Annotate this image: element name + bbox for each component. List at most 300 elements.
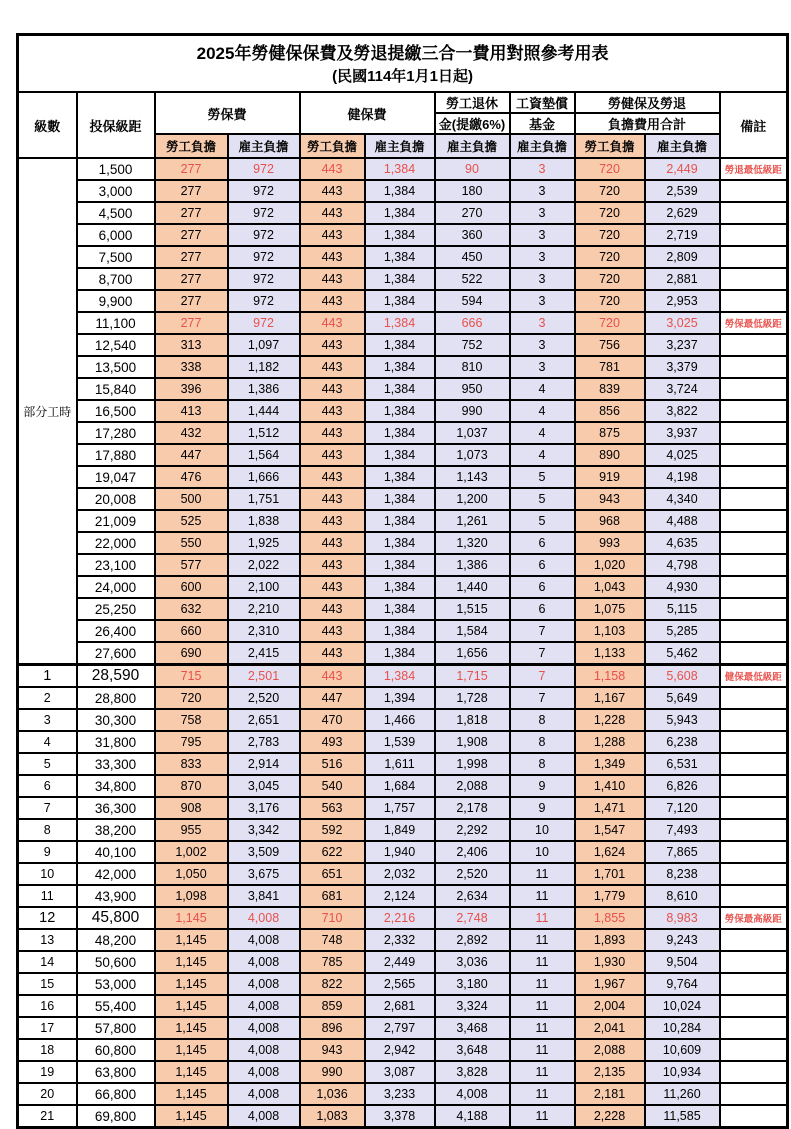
value-cell: 11: [510, 863, 575, 885]
bracket-cell: 30,300: [77, 709, 155, 731]
value-cell: 1,893: [575, 929, 645, 951]
value-cell: 4,008: [228, 1083, 300, 1105]
value-cell: 4,008: [228, 1017, 300, 1039]
value-cell: 11,585: [645, 1105, 720, 1128]
value-cell: 9,764: [645, 973, 720, 995]
value-cell: 277: [155, 180, 228, 202]
value-cell: 3: [510, 158, 575, 180]
bracket-cell: 28,800: [77, 687, 155, 709]
value-cell: 720: [575, 180, 645, 202]
value-cell: 11: [510, 995, 575, 1017]
value-cell: 600: [155, 576, 228, 598]
value-cell: 11: [510, 973, 575, 995]
value-cell: 3,724: [645, 378, 720, 400]
value-cell: 8,610: [645, 885, 720, 907]
value-cell: 1,384: [365, 554, 435, 576]
value-cell: 592: [300, 819, 365, 841]
value-cell: 1,384: [365, 246, 435, 268]
bracket-cell: 69,800: [77, 1105, 155, 1128]
table-row: [18, 907, 788, 929]
value-cell: 990: [300, 1061, 365, 1083]
bracket-cell: 43,900: [77, 885, 155, 907]
remark-cell: [720, 863, 788, 885]
value-cell: 972: [228, 158, 300, 180]
remark-cell: [720, 444, 788, 466]
table-row: [18, 929, 788, 951]
value-cell: 10,024: [645, 995, 720, 1017]
remark-cell: [720, 819, 788, 841]
remark-cell: [720, 356, 788, 378]
value-cell: 2,415: [228, 642, 300, 665]
value-cell: 4: [510, 378, 575, 400]
value-cell: 1,158: [575, 665, 645, 688]
value-cell: 651: [300, 863, 365, 885]
value-cell: 870: [155, 775, 228, 797]
bracket-cell: 15,840: [77, 378, 155, 400]
value-cell: 1,384: [365, 576, 435, 598]
header-row-1: [18, 92, 788, 113]
value-cell: 972: [228, 312, 300, 334]
value-cell: 2,520: [228, 687, 300, 709]
table-row: [18, 180, 788, 202]
table-row: [18, 665, 788, 688]
value-cell: 10: [510, 841, 575, 863]
value-cell: 3,036: [435, 951, 510, 973]
remark-cell: [720, 1061, 788, 1083]
bracket-cell: 22,000: [77, 532, 155, 554]
table-row: [18, 995, 788, 1017]
value-cell: 2,332: [365, 929, 435, 951]
level-cell: 13: [18, 929, 77, 951]
value-cell: 577: [155, 554, 228, 576]
subheader-total-employer: 雇主負擔: [645, 134, 720, 158]
value-cell: 443: [300, 356, 365, 378]
value-cell: 6,531: [645, 753, 720, 775]
value-cell: 4,025: [645, 444, 720, 466]
bracket-cell: 55,400: [77, 995, 155, 1017]
bracket-cell: 8,700: [77, 268, 155, 290]
value-cell: 11: [510, 1061, 575, 1083]
value-cell: 856: [575, 400, 645, 422]
value-cell: 1,050: [155, 863, 228, 885]
value-cell: 443: [300, 246, 365, 268]
value-cell: 6: [510, 598, 575, 620]
value-cell: 972: [228, 180, 300, 202]
value-cell: 896: [300, 1017, 365, 1039]
value-cell: 1,384: [365, 202, 435, 224]
bracket-cell: 17,880: [77, 444, 155, 466]
value-cell: 525: [155, 510, 228, 532]
value-cell: 6,238: [645, 731, 720, 753]
value-cell: 443: [300, 158, 365, 180]
remark-cell: [720, 510, 788, 532]
value-cell: 443: [300, 532, 365, 554]
value-cell: 3,675: [228, 863, 300, 885]
value-cell: 9,243: [645, 929, 720, 951]
value-cell: 500: [155, 488, 228, 510]
value-cell: 781: [575, 356, 645, 378]
level-cell: 17: [18, 1017, 77, 1039]
col-header-wage-fund-line2: 基金: [510, 113, 575, 134]
table-row: [18, 312, 788, 334]
value-cell: 1,611: [365, 753, 435, 775]
value-cell: 1,855: [575, 907, 645, 929]
value-cell: 11: [510, 1017, 575, 1039]
value-cell: 5: [510, 466, 575, 488]
bracket-cell: 53,000: [77, 973, 155, 995]
bracket-cell: 20,008: [77, 488, 155, 510]
remark-cell: 勞保最高級距: [720, 907, 788, 929]
value-cell: 11: [510, 907, 575, 929]
value-cell: 1,098: [155, 885, 228, 907]
table-row: [18, 687, 788, 709]
bracket-cell: 38,200: [77, 819, 155, 841]
remark-cell: [720, 576, 788, 598]
remark-cell: [720, 1105, 788, 1128]
table-row: [18, 841, 788, 863]
table-row: [18, 554, 788, 576]
value-cell: 1,145: [155, 907, 228, 929]
col-header-total-line1: 勞健保及勞退: [575, 92, 720, 113]
value-cell: 443: [300, 576, 365, 598]
value-cell: 972: [228, 268, 300, 290]
value-cell: 1,020: [575, 554, 645, 576]
value-cell: 4,008: [435, 1083, 510, 1105]
value-cell: 413: [155, 400, 228, 422]
value-cell: 1,394: [365, 687, 435, 709]
subheader-total-employee: 勞工負擔: [575, 134, 645, 158]
value-cell: 720: [155, 687, 228, 709]
value-cell: 522: [435, 268, 510, 290]
subheader-wage-fund-employer: 雇主負擔: [510, 134, 575, 158]
value-cell: 1,145: [155, 1039, 228, 1061]
value-cell: 7: [510, 665, 575, 688]
table-row: [18, 224, 788, 246]
subheader-pension-employer: 雇主負擔: [435, 134, 510, 158]
bracket-cell: 13,500: [77, 356, 155, 378]
value-cell: 2,210: [228, 598, 300, 620]
value-cell: 1,584: [435, 620, 510, 642]
bracket-cell: 26,400: [77, 620, 155, 642]
value-cell: 1,624: [575, 841, 645, 863]
value-cell: 720: [575, 224, 645, 246]
value-cell: 1,384: [365, 334, 435, 356]
value-cell: 660: [155, 620, 228, 642]
value-cell: 7,865: [645, 841, 720, 863]
value-cell: 1,684: [365, 775, 435, 797]
remark-cell: [720, 687, 788, 709]
value-cell: 3,509: [228, 841, 300, 863]
value-cell: 2,292: [435, 819, 510, 841]
value-cell: 3,087: [365, 1061, 435, 1083]
value-cell: 2,124: [365, 885, 435, 907]
table-row: [18, 775, 788, 797]
value-cell: 2,520: [435, 863, 510, 885]
value-cell: 2,004: [575, 995, 645, 1017]
bracket-cell: 4,500: [77, 202, 155, 224]
value-cell: 622: [300, 841, 365, 863]
value-cell: 3,822: [645, 400, 720, 422]
value-cell: 8: [510, 731, 575, 753]
value-cell: 720: [575, 290, 645, 312]
value-cell: 277: [155, 312, 228, 334]
value-cell: 4,340: [645, 488, 720, 510]
value-cell: 3: [510, 268, 575, 290]
value-cell: 6: [510, 532, 575, 554]
value-cell: 4,008: [228, 1061, 300, 1083]
level-cell: 3: [18, 709, 77, 731]
value-cell: 1,002: [155, 841, 228, 863]
remark-cell: [720, 532, 788, 554]
col-header-remark: 備註: [720, 92, 788, 158]
value-cell: 919: [575, 466, 645, 488]
value-cell: 1,349: [575, 753, 645, 775]
value-cell: 2,310: [228, 620, 300, 642]
value-cell: 1,167: [575, 687, 645, 709]
table-row: [18, 797, 788, 819]
value-cell: 1,384: [365, 400, 435, 422]
bracket-cell: 40,100: [77, 841, 155, 863]
value-cell: 990: [435, 400, 510, 422]
level-cell: 1: [18, 665, 77, 688]
value-cell: 443: [300, 642, 365, 665]
value-cell: 7: [510, 620, 575, 642]
value-cell: 1,097: [228, 334, 300, 356]
value-cell: 4,008: [228, 973, 300, 995]
value-cell: 1,930: [575, 951, 645, 973]
value-cell: 1,200: [435, 488, 510, 510]
value-cell: 3,025: [645, 312, 720, 334]
value-cell: 720: [575, 158, 645, 180]
value-cell: 432: [155, 422, 228, 444]
col-header-pension-line1: 勞工退休: [435, 92, 510, 113]
value-cell: 1,384: [365, 620, 435, 642]
remark-cell: 勞保最低級距: [720, 312, 788, 334]
bracket-cell: 9,900: [77, 290, 155, 312]
value-cell: 2,914: [228, 753, 300, 775]
value-cell: 3: [510, 334, 575, 356]
value-cell: 3,324: [435, 995, 510, 1017]
level-cell: 20: [18, 1083, 77, 1105]
value-cell: 10: [510, 819, 575, 841]
remark-cell: [720, 554, 788, 576]
value-cell: 1,145: [155, 1083, 228, 1105]
value-cell: 1,384: [365, 488, 435, 510]
value-cell: 972: [228, 202, 300, 224]
value-cell: 2,178: [435, 797, 510, 819]
value-cell: 3,045: [228, 775, 300, 797]
value-cell: 1,715: [435, 665, 510, 688]
table-row: [18, 488, 788, 510]
table-row: [18, 422, 788, 444]
bracket-cell: 48,200: [77, 929, 155, 951]
level-cell: 15: [18, 973, 77, 995]
value-cell: 1,384: [365, 598, 435, 620]
table-row: [18, 334, 788, 356]
value-cell: 4,930: [645, 576, 720, 598]
value-cell: 1,043: [575, 576, 645, 598]
table-row: [18, 356, 788, 378]
value-cell: 1,145: [155, 995, 228, 1017]
value-cell: 2,032: [365, 863, 435, 885]
value-cell: 1,410: [575, 775, 645, 797]
value-cell: 681: [300, 885, 365, 907]
value-cell: 810: [435, 356, 510, 378]
value-cell: 277: [155, 158, 228, 180]
value-cell: 1,466: [365, 709, 435, 731]
value-cell: 1,728: [435, 687, 510, 709]
value-cell: 443: [300, 620, 365, 642]
value-cell: 2,809: [645, 246, 720, 268]
value-cell: 9: [510, 775, 575, 797]
value-cell: 2,539: [645, 180, 720, 202]
value-cell: 1,384: [365, 180, 435, 202]
remark-cell: [720, 620, 788, 642]
remark-cell: [720, 334, 788, 356]
bracket-cell: 66,800: [77, 1083, 155, 1105]
table-row: [18, 1017, 788, 1039]
bracket-cell: 36,300: [77, 797, 155, 819]
col-header-total-line2: 負擔費用合計: [575, 113, 720, 134]
remark-cell: [720, 731, 788, 753]
value-cell: 3,176: [228, 797, 300, 819]
value-cell: 1,512: [228, 422, 300, 444]
value-cell: 9: [510, 797, 575, 819]
value-cell: 443: [300, 290, 365, 312]
bracket-cell: 28,590: [77, 665, 155, 688]
value-cell: 1,145: [155, 973, 228, 995]
remark-cell: 勞退最低級距: [720, 158, 788, 180]
value-cell: 4,008: [228, 907, 300, 929]
table-row: [18, 1083, 788, 1105]
value-cell: 2,088: [435, 775, 510, 797]
value-cell: 2,501: [228, 665, 300, 688]
value-cell: 2,181: [575, 1083, 645, 1105]
value-cell: 3,828: [435, 1061, 510, 1083]
value-cell: 1,908: [435, 731, 510, 753]
remark-cell: [720, 929, 788, 951]
value-cell: 720: [575, 312, 645, 334]
level-cell: 5: [18, 753, 77, 775]
remark-cell: [720, 180, 788, 202]
value-cell: 11,260: [645, 1083, 720, 1105]
value-cell: 758: [155, 709, 228, 731]
level-cell: 10: [18, 863, 77, 885]
value-cell: 752: [435, 334, 510, 356]
bracket-cell: 63,800: [77, 1061, 155, 1083]
value-cell: 338: [155, 356, 228, 378]
table-row: [18, 400, 788, 422]
value-cell: 1,384: [365, 268, 435, 290]
value-cell: 4,635: [645, 532, 720, 554]
value-cell: 4,008: [228, 929, 300, 951]
value-cell: 632: [155, 598, 228, 620]
value-cell: 2,892: [435, 929, 510, 951]
remark-cell: [720, 422, 788, 444]
table-row: [18, 951, 788, 973]
value-cell: 360: [435, 224, 510, 246]
bracket-cell: 19,047: [77, 466, 155, 488]
value-cell: 1,967: [575, 973, 645, 995]
value-cell: 277: [155, 202, 228, 224]
bracket-cell: 24,000: [77, 576, 155, 598]
value-cell: 1,757: [365, 797, 435, 819]
value-cell: 1,779: [575, 885, 645, 907]
value-cell: 4,008: [228, 951, 300, 973]
value-cell: 1,384: [365, 158, 435, 180]
value-cell: 1,143: [435, 466, 510, 488]
value-cell: 968: [575, 510, 645, 532]
value-cell: 4,198: [645, 466, 720, 488]
value-cell: 1,182: [228, 356, 300, 378]
level-cell: 12: [18, 907, 77, 929]
value-cell: 4: [510, 444, 575, 466]
value-cell: 1,145: [155, 1017, 228, 1039]
value-cell: 1,145: [155, 951, 228, 973]
value-cell: 1,998: [435, 753, 510, 775]
value-cell: 11: [510, 1105, 575, 1128]
value-cell: 443: [300, 488, 365, 510]
table-row: [18, 246, 788, 268]
bracket-cell: 1,500: [77, 158, 155, 180]
value-cell: 785: [300, 951, 365, 973]
value-cell: 5: [510, 510, 575, 532]
value-cell: 443: [300, 400, 365, 422]
value-cell: 3: [510, 356, 575, 378]
value-cell: 822: [300, 973, 365, 995]
value-cell: 2,629: [645, 202, 720, 224]
value-cell: 690: [155, 642, 228, 665]
value-cell: 1,444: [228, 400, 300, 422]
value-cell: 6: [510, 576, 575, 598]
level-cell: 21: [18, 1105, 77, 1128]
value-cell: 563: [300, 797, 365, 819]
bracket-cell: 23,100: [77, 554, 155, 576]
table-row: [18, 268, 788, 290]
value-cell: 859: [300, 995, 365, 1017]
value-cell: 1,539: [365, 731, 435, 753]
value-cell: 2,719: [645, 224, 720, 246]
remark-cell: [720, 973, 788, 995]
value-cell: 2,100: [228, 576, 300, 598]
value-cell: 2,228: [575, 1105, 645, 1128]
level-cell: 11: [18, 885, 77, 907]
table-title: 2025年勞健保保費及勞退提繳三合一費用對照參考用表: [196, 44, 609, 64]
subheader-labor-employee: 勞工負擔: [155, 134, 228, 158]
value-cell: 8,238: [645, 863, 720, 885]
value-cell: 450: [435, 246, 510, 268]
value-cell: 1,075: [575, 598, 645, 620]
value-cell: 447: [155, 444, 228, 466]
value-cell: 4: [510, 400, 575, 422]
value-cell: 1,073: [435, 444, 510, 466]
subheader-health-employee: 勞工負擔: [300, 134, 365, 158]
value-cell: 3,379: [645, 356, 720, 378]
table-row: [18, 510, 788, 532]
col-header-wage-fund-line1: 工資墊償: [510, 92, 575, 113]
value-cell: 313: [155, 334, 228, 356]
value-cell: 2,797: [365, 1017, 435, 1039]
value-cell: 10,934: [645, 1061, 720, 1083]
value-cell: 3: [510, 224, 575, 246]
value-cell: 1,471: [575, 797, 645, 819]
value-cell: 720: [575, 268, 645, 290]
value-cell: 955: [155, 819, 228, 841]
col-header-level: 級數: [18, 92, 77, 158]
value-cell: 1,145: [155, 1105, 228, 1128]
value-cell: 443: [300, 202, 365, 224]
bracket-cell: 45,800: [77, 907, 155, 929]
